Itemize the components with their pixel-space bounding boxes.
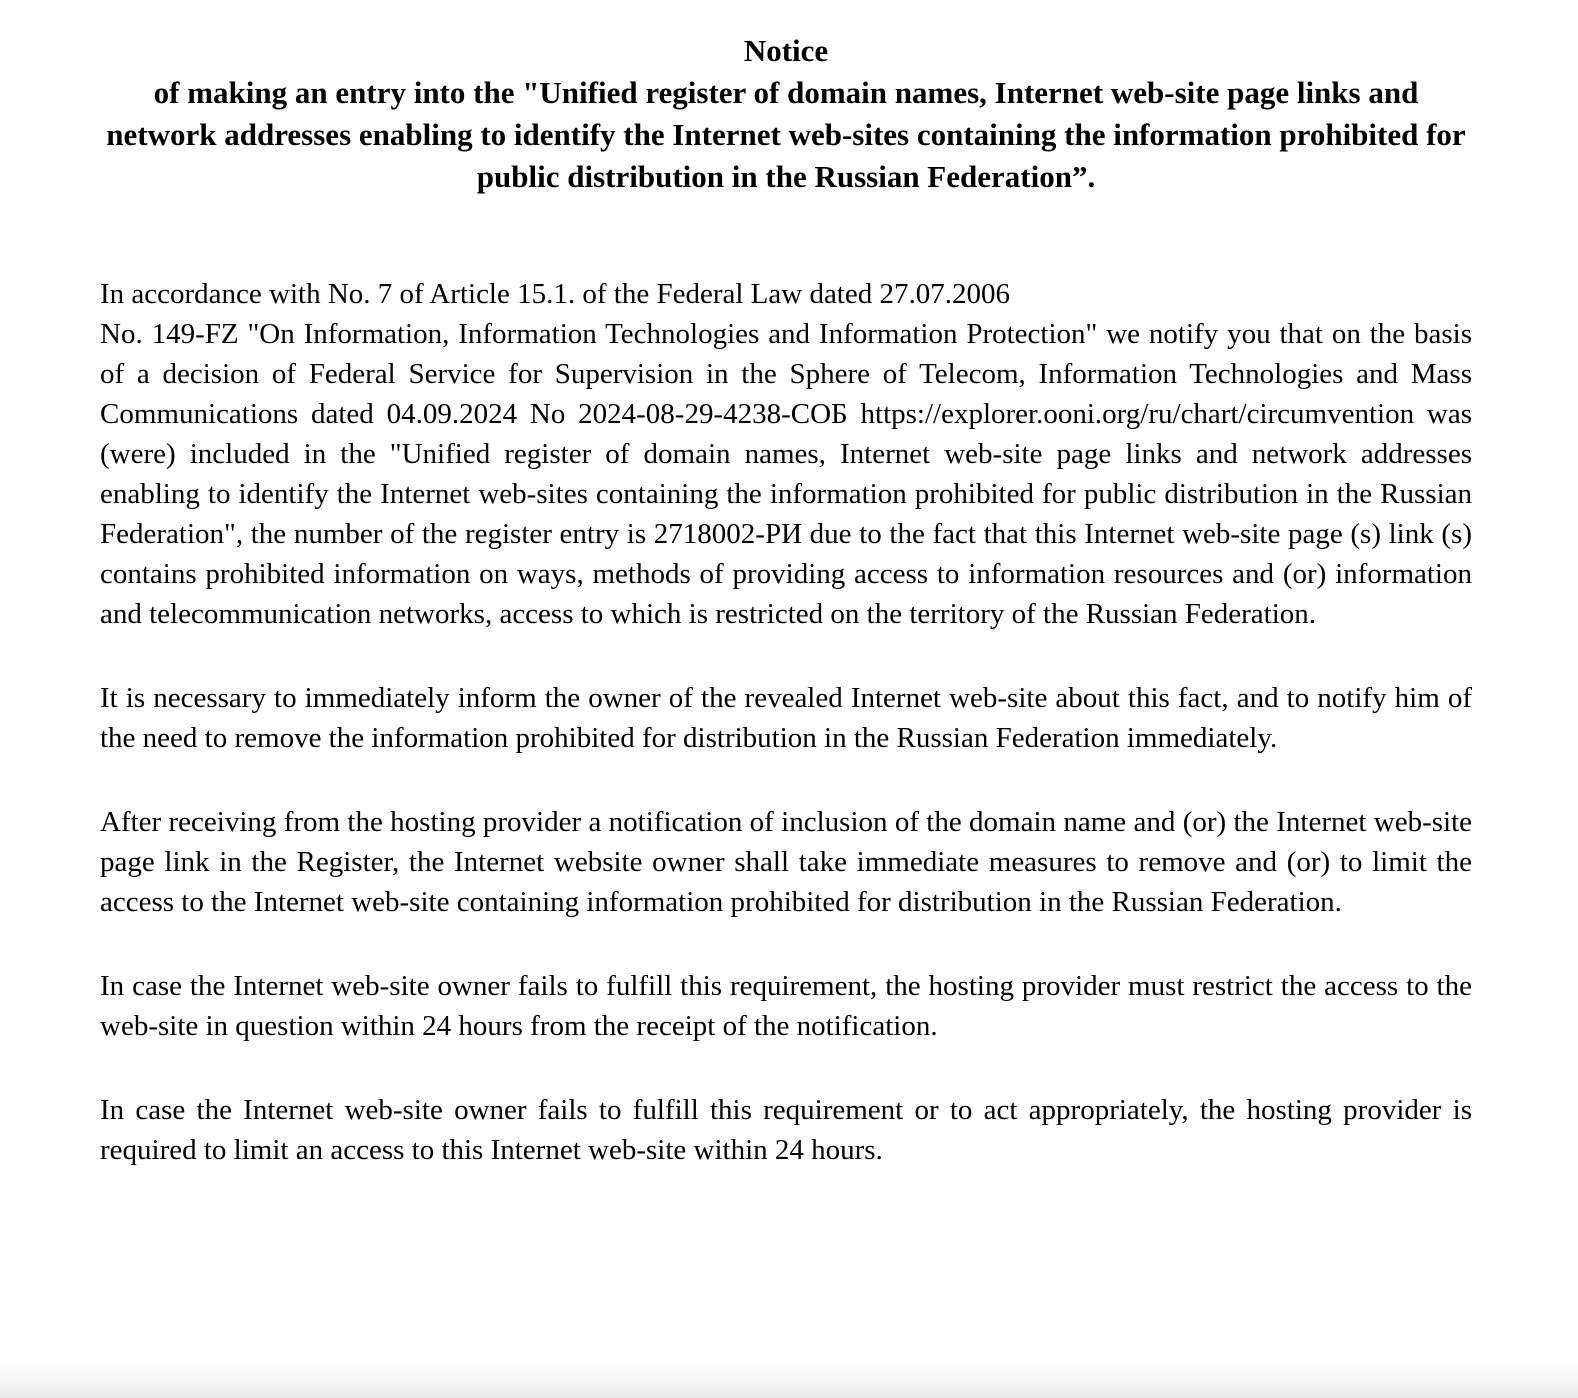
title-subject: of making an entry into the "Unified register of domain names, Internet web-site page links and network addresses enabling to identify the Internet web-sites containing the information prohibited for public distribution in the Russian Federation”.: [106, 75, 1466, 194]
legal-basis-intro-line: In accordance with No. 7 of Article 15.1. of the Federal Law dated 27.07.2006: [100, 278, 1010, 310]
paragraph-limit-24h: In case the Internet web-site owner fails to fulfill this requirement or to act appropriately, the hosting provider is required to limit an access to this Internet web-site within 24 hours.: [100, 1094, 1472, 1166]
paragraph-inform-owner: It is necessary to immediately inform the owner of the revealed Internet web-site about this fact, and to notify him of the need to remove the information prohibited for distribution in the Russian Federation immediately.: [100, 682, 1472, 754]
legal-basis-after-url: was (were) included in the "Unified register of domain names, Internet web-site page links and network addresses enabling to identify the Internet web-sites containing the information prohibited for public distribution in the Russian Federation", the number of the register entry is 2718002-РИ due to the fact that this Internet web-site page (s) link (s) contains prohibited information on ways, methods of providing access to information resources and (or) information and telecommunication networks, access to which is restricted on the territory of the Russian Federation.: [100, 398, 1473, 630]
blocked-url: https://explorer.ooni.org/ru/chart/circumvention: [860, 398, 1415, 430]
paragraph-restrict-24h: In case the Internet web-site owner fails to fulfill this requirement, the hosting provider must restrict the access to the web-site in question within 24 hours from the receipt of the notification.: [100, 970, 1472, 1042]
page-bottom-fade: [0, 1362, 1578, 1398]
document-title: [100, 30, 1472, 198]
paragraph-legal-basis: [100, 274, 1472, 634]
document-body: [100, 274, 1472, 1170]
title-heading: Notice: [743, 33, 829, 68]
paragraph-hosting-provider-duty: After receiving from the hosting provider a notification of inclusion of the domain name and (or) the Internet web-site page link in the Register, the Internet website owner shall take immediate measures to remove and (or) to limit the access to the Internet web-site containing information prohibited for distribution in the Russian Federation.: [100, 806, 1472, 918]
legal-basis-before-url: No. 149-FZ "On Information, Information Technologies and Information Protection" we notify you that on the basis of a decision of Federal Service for Supervision in the Sphere of Telecom, Information Technologies and Mass Communications dated 04.09.2024 No 2024-08-29-4238-СОБ: [100, 318, 1472, 430]
legal-basis-details: [100, 314, 1472, 634]
